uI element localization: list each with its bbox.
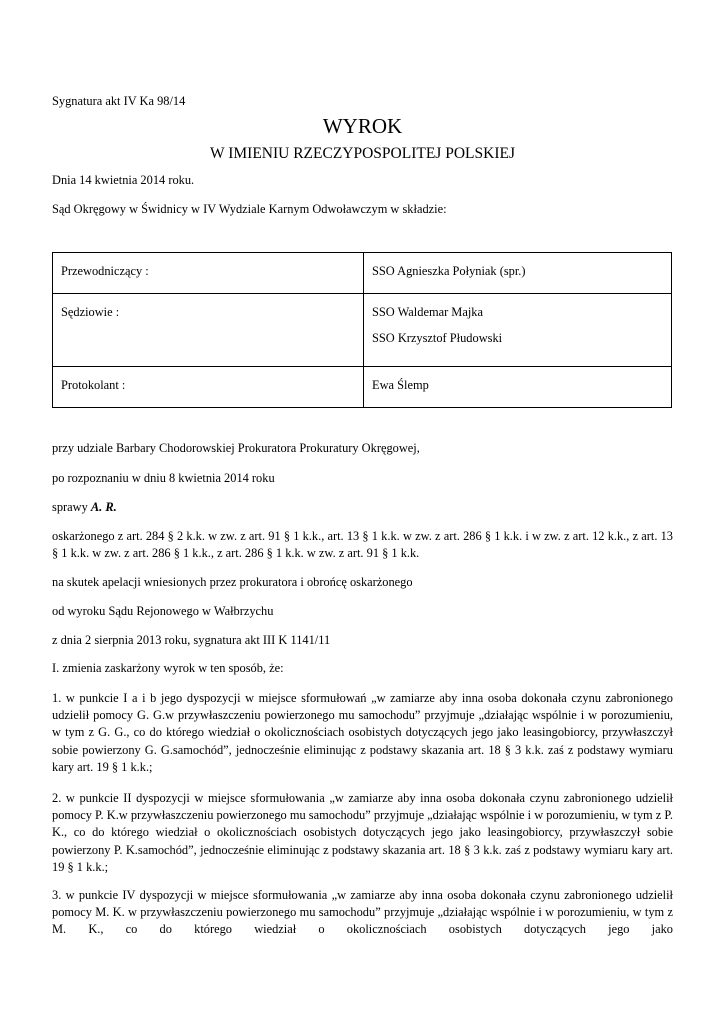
hearing-line: po rozpoznaniu w dniu 8 kwietnia 2014 roku — [52, 471, 275, 485]
judges-values — [364, 294, 672, 367]
charges-paragraph: oskarżonego z art. 284 § 2 k.k. w zw. z art. 91 § 1 k.k., art. 13 § 1 k.k. w zw. z art. 286 § 1 k.k. i w zw. z art. 12 k.k., z art. 13 § 1 k.k. w zw. z art. 286 § 1 k.k., z art. 286 § 1 k.k. w zw. z art. 91 § 1 k.k. — [52, 529, 673, 561]
judgment-title: WYROK — [322, 114, 403, 138]
case-line — [52, 500, 117, 515]
judgment-date: Dnia 14 kwietnia 2014 roku. — [52, 173, 195, 187]
panel-row-chair — [53, 253, 672, 294]
point-1-paragraph: 1. w punkcie I a i b jego dyspozycji w miejsce sformułowań „w zamiarze aby inna osoba dokonała czynu zabronionego udzielił pomocy G. G.w przywłaszczeniu powierzonego mu samochodu” przyjmuje „działając wspólnie i w porozumieniu, w tym z G. G., co do którego wiedział o okolicznościach osobistych dotyczących jego jako leasingobiorcy, przywłaszczył sobie powierzony G. G.samochód”, jednocześnie eliminując z podstawy skazania art. 18 § 3 k.k. zaś z podstawy wymiaru kary art. 19 § 1 k.k.; — [52, 691, 673, 774]
point-2-paragraph: 2. w punkcie II dyspozycji w miejsce sformułowania „w zamiarze aby inna osoba dokonała czynu zabronionego udzielił pomocy P. K.w przywłaszczeniu powierzonego mu samochodu” przyjmuje „działając wspólnie i w porozumieniu, w tym z P. K., co do którego wiedział o okolicznościach osobistych dotyczących jego jako leasingobiorcy, przywłaszczył sobie powierzony P. K.samochód”, jednocześnie eliminując z podstawy skazania art. 18 § 3 k.k. zaś z podstawy wymiaru kary art. 19 § 1 k.k.; — [52, 791, 673, 874]
judge-name: SSO Waldemar Majka — [372, 305, 483, 319]
prosecutor-line: przy udziale Barbary Chodorowskiej Prokuratora Prokuratury Okręgowej, — [52, 441, 420, 455]
clerk-value: Ewa Ślemp — [364, 367, 672, 408]
chair-value: SSO Agnieszka Połyniak (spr.) — [364, 253, 672, 294]
chair-label: Przewodniczący : — [53, 253, 364, 294]
panel-row-judges — [53, 294, 672, 367]
point-3-paragraph: 3. w punkcie IV dyspozycji w miejsce sformułowania „w zamiarze aby inna osoba dokonała czynu zabronionego udzielił pomocy M. K. w przywłaszczeniu powierzonego mu samochodu” przyjmuje „działając wspólnie i w porozumieniu, w tym z M. K., co do którego wiedział o okolicznościach osobistych dotyczących jego jako — [52, 888, 673, 937]
judgment-source-date: z dnia 2 sierpnia 2013 roku, sygnatura akt III K 1141/11 — [52, 633, 331, 647]
defendant-name: A. R. — [90, 500, 117, 514]
judge-name: SSO Krzysztof Płudowski — [372, 331, 503, 345]
court-composition: Sąd Okręgowy w Świdnicy w IV Wydziale Karnym Odwoławczym w składzie: — [52, 202, 447, 216]
section-i-heading: I. zmienia zaskarżony wyrok w ten sposób, że: — [52, 661, 284, 675]
clerk-label: Protokolant : — [53, 367, 364, 408]
court-panel-table — [52, 252, 672, 408]
judges-label: Sędziowie : — [53, 294, 364, 367]
case-prefix: sprawy — [52, 500, 91, 514]
panel-row-clerk — [53, 367, 672, 408]
appeal-line: na skutek apelacji wniesionych przez prokuratora i obrońcę oskarżonego — [52, 575, 413, 589]
case-signature: Sygnatura akt IV Ka 98/14 — [52, 94, 186, 108]
judgment-subtitle: W IMIENIU RZECZYPOSPOLITEJ POLSKIEJ — [210, 145, 515, 162]
judgment-source: od wyroku Sądu Rejonowego w Wałbrzychu — [52, 604, 274, 618]
